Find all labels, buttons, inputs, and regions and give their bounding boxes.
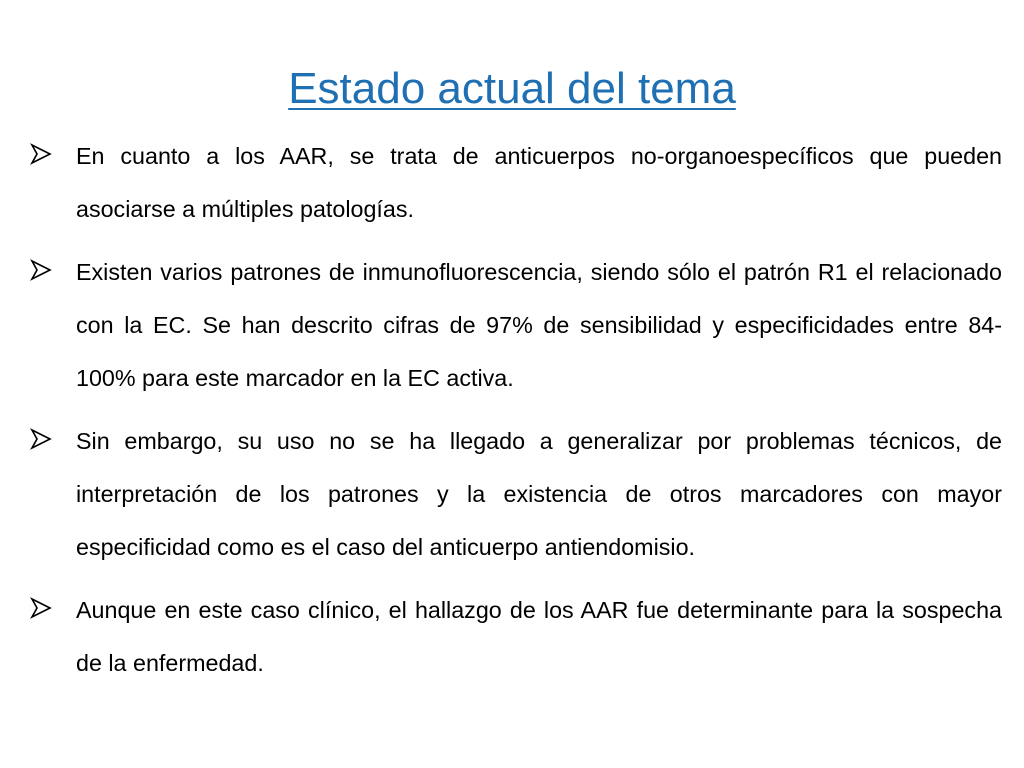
bullet-item <box>30 415 1002 574</box>
bullet-text: Aunque en este caso clínico, el hallazgo de los AAR fue determinante para la sospecha de la enfermedad. <box>76 597 1002 676</box>
arrowhead-bullet-icon <box>30 259 52 281</box>
arrowhead-bullet-icon <box>30 597 52 619</box>
bullet-text: Existen varios patrones de inmunofluorescencia, siendo sólo el patrón R1 el relacionado con la EC. Se han descrito cifras de 97% de sensibilidad y especificidades entre 84-100% para este marcador en la EC activa. <box>76 259 1002 391</box>
bullet-item <box>30 584 1002 690</box>
arrowhead-bullet-icon <box>30 428 52 450</box>
bullet-list <box>30 130 1002 700</box>
bullet-text: En cuanto a los AAR, se trata de anticuerpos no-organoespecíficos que pueden asociarse a múltiples patologías. <box>76 143 1002 222</box>
arrowhead-bullet-icon <box>30 143 52 165</box>
bullet-item <box>30 246 1002 405</box>
slide-title: Estado actual del tema <box>288 64 736 113</box>
bullet-text: Sin embargo, su uso no se ha llegado a generalizar por problemas técnicos, de interpretación de los patrones y la existencia de otros marcadores con mayor especificidad como es el caso del anticuerpo antiendomisio. <box>76 428 1002 560</box>
bullet-item <box>30 130 1002 236</box>
